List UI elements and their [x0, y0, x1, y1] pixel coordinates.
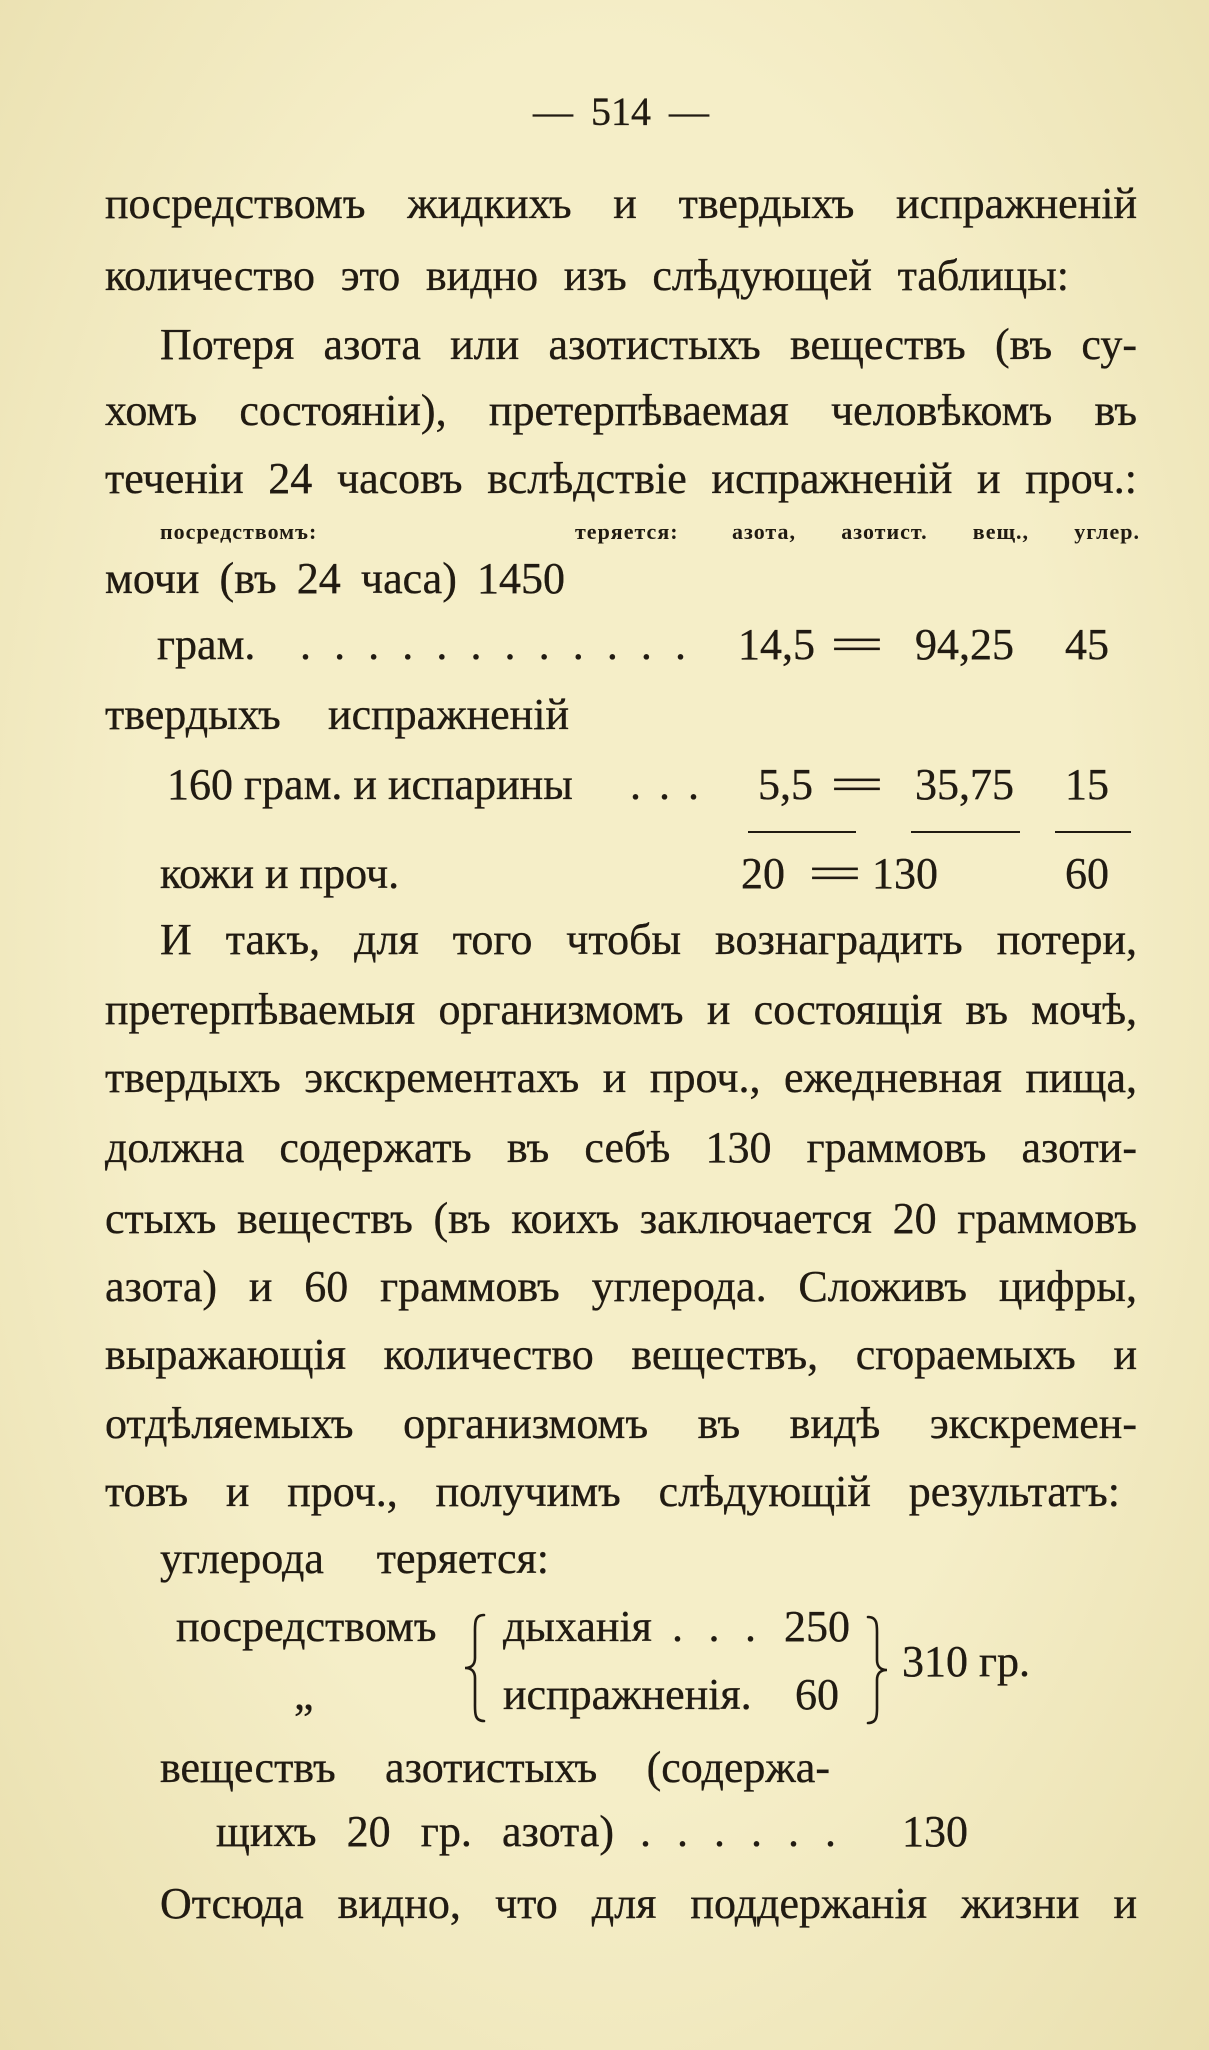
table-cell-carbon: 45: [1065, 620, 1109, 669]
carbon-total: 310 гр.: [902, 1637, 1031, 1686]
dot-leader: . . .: [672, 1602, 756, 1651]
ditto-mark: „: [294, 1670, 314, 1719]
left-brace: [462, 1612, 488, 1724]
table-cell-carbon: 15: [1065, 760, 1109, 809]
equals-sign: =: [807, 849, 863, 898]
nitrogenous-value: 130: [902, 1807, 968, 1856]
paragraph-4-line-1: Отсюда видно, что для поддержанія жизни и: [160, 1879, 1137, 1928]
summary-item-label: дыханія: [503, 1602, 652, 1651]
paragraph-1-line-1: посредствомъ жидкихъ и твердыхъ испражненій: [105, 179, 1137, 228]
total-nitrogen: 20: [741, 849, 785, 898]
total-nitrogenous-substances: 130: [872, 849, 938, 898]
table-cell-nitrogenous-substances: 94,25: [915, 620, 1014, 669]
paragraph-2-line-1: Потеря азота или азотистыхъ веществъ (въ су-: [160, 320, 1137, 369]
table-row-source-line-2: грам.: [157, 620, 256, 669]
column-header-source: посредствомъ:: [160, 519, 318, 544]
paragraph-1-line-2: количество это видно изъ слѣдующей таблицы:: [105, 251, 1069, 300]
paragraph-3-line-6: азота) и 60 граммовъ углерода. Сложивъ цифры,: [105, 1262, 1137, 1311]
summary-item-value: 250: [784, 1602, 850, 1651]
page-number: — 514 —: [533, 89, 709, 134]
sum-rule: [1055, 831, 1131, 833]
paragraph-3-line-9: товъ и проч., получимъ слѣдующій результатъ:: [105, 1467, 1120, 1516]
summary-title: углерода теряется:: [160, 1534, 549, 1583]
total-carbon: 60: [1065, 849, 1109, 898]
summary-via-label: посредствомъ: [176, 1602, 437, 1651]
totals-label: кожи и проч.: [160, 849, 400, 898]
dot-leader: . . . . . . . . . . . .: [300, 620, 686, 669]
paragraph-3-line-7: выражающія количество веществъ, сгораемыхъ и: [105, 1330, 1137, 1379]
nitrogenous-line-1: веществъ азотистыхъ (содержа-: [160, 1743, 830, 1792]
table-row-source-line-2: 160 грам. и испарины: [167, 760, 573, 809]
table-cell-nitrogenous-substances: 35,75: [915, 760, 1014, 809]
equals-sign: =: [829, 760, 885, 809]
sum-rule: [748, 831, 856, 833]
table-cell-nitrogen: 14,5: [738, 620, 815, 669]
table-row-source-line-1: мочи (въ 24 часа) 1450: [105, 554, 565, 603]
sum-rule: [911, 831, 1020, 833]
column-header-substances: азота, азотист. вещ., углер.: [732, 519, 1140, 544]
dot-leader: . . . . . .: [640, 1807, 836, 1856]
paragraph-3-line-1: И такъ, для того чтобы вознаградить потери,: [160, 915, 1137, 964]
right-brace: [864, 1614, 890, 1726]
summary-item-label: испражненія.: [503, 1670, 752, 1719]
paragraph-3-line-4: должна содержать въ себѣ 130 граммовъ азоти-: [105, 1123, 1137, 1172]
paragraph-3-line-2: претерпѣваемыя организмомъ и состоящія въ мочѣ,: [105, 985, 1137, 1034]
paragraph-3-line-3: твердыхъ экскрементахъ и проч., ежедневная пища,: [105, 1053, 1137, 1102]
equals-sign: =: [829, 620, 885, 669]
table-cell-nitrogen: 5,5: [758, 760, 813, 809]
nitrogenous-line-2: щихъ 20 гр. азота): [216, 1807, 614, 1856]
summary-item-value: 60: [795, 1670, 839, 1719]
paragraph-3-line-5: стыхъ веществъ (въ коихъ заключается 20 граммовъ: [105, 1194, 1137, 1243]
paragraph-2-line-2: хомъ состояніи), претерпѣваемая человѣкомъ въ: [105, 386, 1137, 435]
table-row-source-line-1: твердыхъ испражненій: [105, 690, 569, 739]
column-header-lost: теряется:: [575, 519, 679, 544]
paragraph-2-line-3: теченіи 24 часовъ вслѣдствіе испражненій и проч.:: [105, 454, 1137, 503]
paragraph-3-line-8: отдѣляемыхъ организмомъ въ видѣ экскремен-: [105, 1399, 1137, 1448]
dot-leader: . . .: [630, 760, 699, 809]
